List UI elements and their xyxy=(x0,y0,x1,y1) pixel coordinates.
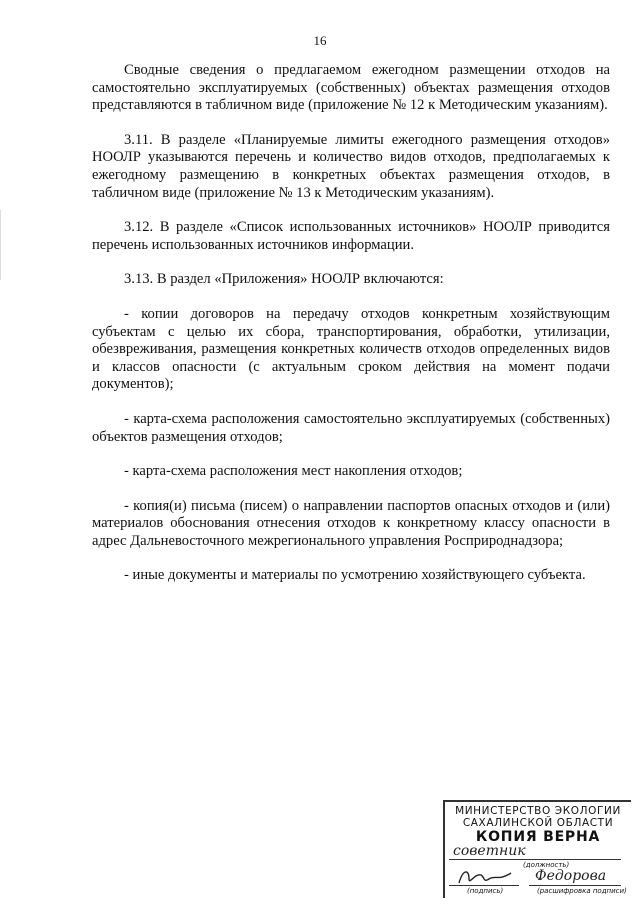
paragraph-3-13: 3.13. В раздел «Приложения» НООЛР включаются: xyxy=(124,271,444,288)
paragraph-3-11: 3.11. В разделе «Планируемые лимиты ежегодного размещения отходов» НООЛР указываются перечень и количество видов отходов, предполагаемых к ежегодному размещению в конкретных объектах размещения отходов, в табличном виде (приложение № 13 к Методическим указаниям). xyxy=(92,131,610,201)
stamp-region-line: САХАЛИНСКОЙ ОБЛАСТИ xyxy=(462,817,614,829)
page-number: 16 xyxy=(313,33,327,48)
paragraph-3-12: 3.12. В разделе «Список использованных источников» НООЛР приводится перечень использованных источников информации. xyxy=(92,219,610,253)
certification-stamp xyxy=(443,800,631,898)
list-item-letters: - копия(и) письма (писем) о направлении паспортов опасных отходов и (или) материалов обоснования отнесения отходов к конкретному классу опасности в адрес Дальневосточного межрегионального управления Росприроднадзора; xyxy=(92,497,610,549)
position-rule xyxy=(449,859,621,860)
document-body xyxy=(92,62,610,602)
handwritten-name: Федорова xyxy=(535,868,607,884)
list-item-map-objects: - карта-схема расположения самостоятельно эксплуатируемых (собственных) объектов размещения отходов; xyxy=(92,410,610,445)
list-item-other-docs: - иные документы и материалы по усмотрению хозяйствующего субъекта. xyxy=(124,567,586,584)
stamp-title: КОПИЯ ВЕРНА xyxy=(475,829,601,845)
handwritten-position: советник xyxy=(453,843,526,859)
list-item-contracts: - копии договоров на передачу отходов конкретным хозяйствующим субъектам с целью их сбора, транспортирования, обработки, утилизации, обезвреживания, размещения конкретных количеств отходов определенных видов и классов опасности (с актуальным сроком действия на момент подачи документов); xyxy=(92,305,610,393)
stamp-ministry-line: МИНИСТЕРСТВО ЭКОЛОГИИ xyxy=(455,805,621,817)
stamp-position-row xyxy=(445,845,631,861)
name-rule xyxy=(529,885,621,886)
position-caption: (должность) xyxy=(523,861,570,869)
paragraph-summary: Сводные сведения о предлагаемом ежегодном размещении отходов на самостоятельно эксплуатируемых (собственных) объектах размещения отходов представляются в табличном виде (приложение № 12 к Методическим указаниям). xyxy=(92,62,610,114)
signature-rule xyxy=(449,885,519,886)
scan-artifact-line xyxy=(0,210,1,280)
stamp-signature-row xyxy=(445,868,631,887)
name-caption: (расшифровка подписи) xyxy=(537,887,627,895)
stamp-caption-row xyxy=(445,887,631,897)
signature-caption: (подпись) xyxy=(467,887,504,895)
list-item-map-storage: - карта-схема расположения мест накопления отходов; xyxy=(124,463,463,480)
